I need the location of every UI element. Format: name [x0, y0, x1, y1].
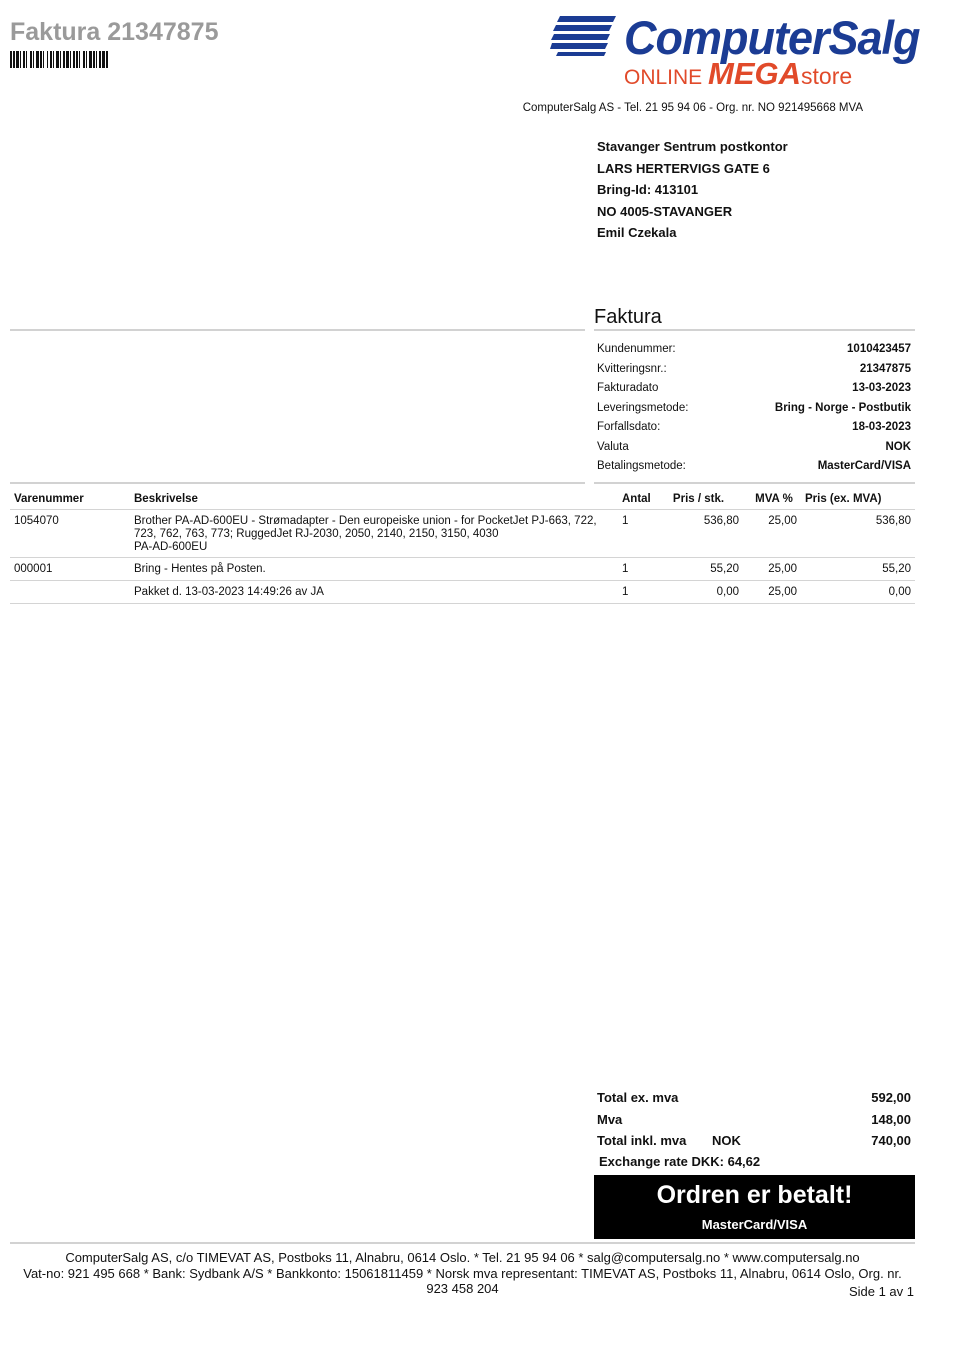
table-row — [10, 581, 915, 604]
meta-value: MasterCard/VISA — [817, 460, 911, 472]
footer-line: ComputerSalg AS, c/o TIMEVAT AS, Postboks 11, Alnabru, 0614 Oslo. * Tel. 21 95 94 06 * salg@computersalg.no * www.computersalg.no — [65, 1250, 860, 1265]
footer-line: 923 458 204 — [426, 1281, 499, 1296]
table-row — [10, 558, 915, 581]
payment-status: Ordren er betalt! — [656, 1181, 853, 1209]
barcode-bar — [108, 51, 109, 68]
col-header-vat: MVA % — [755, 493, 793, 505]
logo-stripes-icon — [550, 16, 616, 56]
total-label: Total ex. mva — [597, 1090, 679, 1105]
divider — [594, 482, 915, 484]
footer — [10, 1250, 915, 1297]
meta-value: NOK — [885, 440, 911, 453]
meta-label: Valuta — [597, 440, 629, 453]
delivery-address — [597, 136, 788, 244]
logo-online: ONLINE — [624, 66, 709, 89]
total-currency — [712, 1087, 871, 1109]
description-line: Brother PA-AD-600EU - Strømadapter - Den europeiske union - for PocketJet PJ-663, 722, — [134, 515, 597, 527]
meta-row — [597, 438, 911, 458]
description-line: 723, 762, 763, 773; RuggedJet RJ-2030, 2050, 2140, 2150, 3150, 4030 — [134, 528, 499, 540]
table-header — [10, 489, 915, 510]
logo-mega: MEGA — [708, 56, 802, 91]
item-description — [134, 586, 618, 599]
address-line: Bring-Id: 413101 — [597, 182, 699, 197]
total-label: Total inkl. mva — [597, 1133, 687, 1148]
item-unit-price: 536,80 — [703, 515, 739, 527]
meta-value: 1010423457 — [847, 343, 911, 355]
table-row — [10, 510, 915, 558]
total-currency: NOK — [712, 1133, 741, 1148]
col-header-number: Varenummer — [14, 493, 84, 505]
total-row — [597, 1130, 911, 1152]
meta-label: Fakturadato — [597, 382, 659, 394]
item-description — [134, 563, 618, 576]
col-header-qty: Antal — [622, 493, 651, 505]
invoice-heading: Faktura — [594, 306, 662, 328]
footer-line: Vat-no: 921 495 668 * Bank: Sydbank A/S * Bankkonto: 15061811459 * Norsk mva representant: TIMEVAT AS, Postboks 11, Alnabru, 0614 Oslo, Org. nr. — [23, 1265, 902, 1281]
divider — [10, 482, 585, 484]
item-price: 536,80 — [875, 515, 911, 527]
item-qty: 1 — [622, 515, 629, 527]
meta-row — [597, 418, 911, 438]
divider — [10, 1242, 915, 1244]
item-unit-price: 0,00 — [716, 586, 739, 598]
computersalg-logo — [548, 10, 920, 92]
payment-status-banner — [594, 1175, 915, 1239]
page-number: Side 1 av 1 — [848, 1284, 914, 1299]
description-line: Pakket d. 13-03-2023 14:49:26 av JA — [134, 586, 324, 598]
item-unit-price: 55,20 — [710, 563, 739, 575]
item-price: 0,00 — [888, 586, 911, 598]
item-vat: 25,00 — [768, 563, 797, 575]
item-price: 55,20 — [882, 563, 911, 575]
col-header-description: Beskrivelse — [134, 492, 198, 505]
total-label: Mva — [597, 1111, 623, 1127]
total-value: 148,00 — [871, 1111, 911, 1127]
item-description — [134, 515, 618, 554]
meta-label: Kvitteringsnr.: — [597, 362, 667, 375]
meta-value: 13-03-2023 — [852, 382, 911, 394]
meta-label: Forfallsdato: — [597, 421, 661, 433]
meta-value: Bring - Norge - Postbutik — [774, 401, 911, 414]
meta-label: Betalingsmetode: — [597, 460, 686, 472]
col-header-unit-price: Pris / stk. — [672, 493, 725, 505]
total-row — [597, 1109, 911, 1131]
invoice-meta — [597, 340, 911, 477]
item-qty: 1 — [622, 586, 629, 598]
divider — [594, 329, 915, 331]
barcode — [10, 51, 109, 68]
logo-store: store — [801, 63, 853, 89]
total-currency — [712, 1109, 871, 1131]
meta-row — [597, 457, 911, 477]
item-number: 1054070 — [14, 515, 59, 527]
exchange-rate: Exchange rate DKK: 64,62 — [599, 1154, 761, 1169]
total-value: 740,00 — [871, 1133, 911, 1148]
logo-tagline — [624, 56, 852, 92]
address-line: Emil Czekala — [597, 225, 677, 240]
description-line: Bring - Hentes på Posten. — [134, 563, 266, 575]
totals — [597, 1087, 911, 1152]
item-number: 000001 — [14, 563, 53, 575]
divider — [10, 329, 585, 331]
item-vat: 25,00 — [768, 515, 797, 527]
invoice-title: Faktura 21347875 — [10, 18, 219, 46]
address-line: NO 4005-STAVANGER — [597, 203, 733, 219]
items-table — [10, 489, 915, 604]
meta-row — [597, 360, 911, 380]
col-header-price: Pris (ex. MVA) — [805, 493, 882, 505]
item-vat: 25,00 — [768, 586, 797, 598]
meta-row — [597, 340, 911, 360]
meta-value: 18-03-2023 — [852, 421, 911, 433]
total-row — [597, 1087, 911, 1109]
address-line: LARS HERTERVIGS GATE 6 — [597, 160, 770, 176]
total-value: 592,00 — [871, 1090, 911, 1105]
meta-label: Leveringsmetode: — [597, 401, 689, 414]
payment-method: MasterCard/VISA — [701, 1217, 808, 1232]
meta-row — [597, 379, 911, 399]
company-info: ComputerSalg AS - Tel. 21 95 94 06 - Org. nr. NO 921495668 MVA — [522, 102, 863, 114]
item-qty: 1 — [622, 563, 629, 575]
meta-value: 21347875 — [859, 362, 911, 375]
description-line: PA-AD-600EU — [134, 541, 208, 553]
address-line: Stavanger Sentrum postkontor — [597, 139, 788, 154]
meta-row — [597, 399, 911, 419]
meta-label: Kundenummer: — [597, 343, 676, 355]
logo-wordmark: ComputerSalg — [624, 10, 920, 65]
